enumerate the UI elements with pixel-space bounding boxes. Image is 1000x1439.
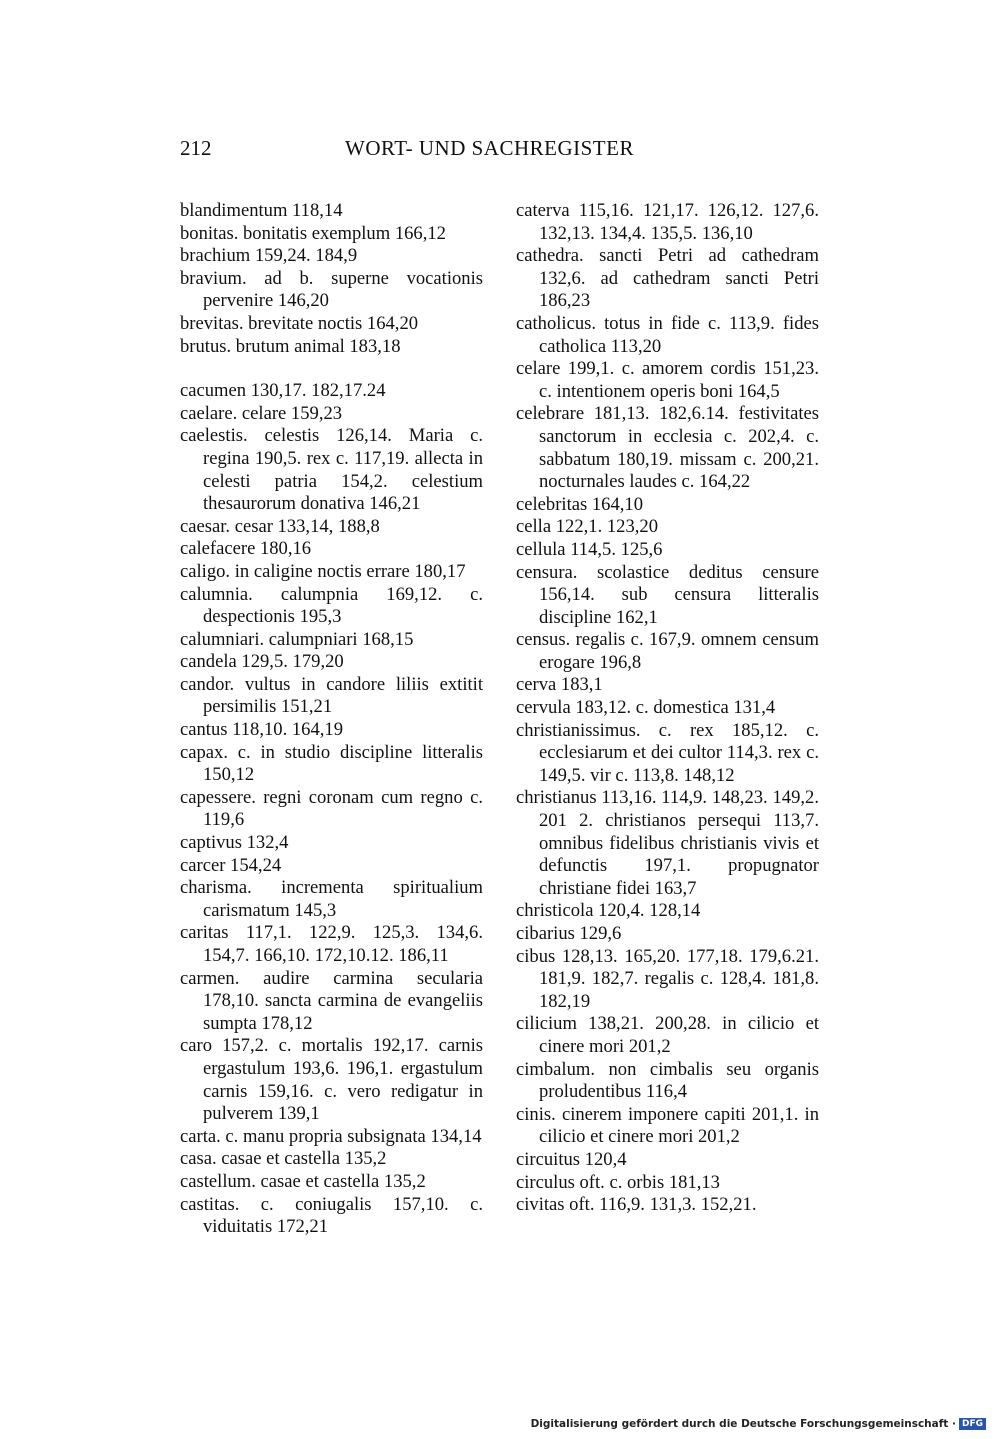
index-entry: caelestis. celestis 126,14. Maria c. regina 190,5. rex c. 117,19. allecta in celesti patria 154,2. celestium thesaurorum donativa 146,21 bbox=[180, 425, 483, 515]
index-entry: blandimentum 118,14 bbox=[180, 200, 343, 221]
index-entry: civitas oft. 116,9. 131,3. 152,21. bbox=[516, 1194, 757, 1216]
index-entry: caelare. celare 159,23 bbox=[180, 402, 343, 424]
index-entry: cilicium 138,21. 200,28. in cilicio et cinere mori 201,2 bbox=[516, 1013, 819, 1057]
index-entry: candor. vultus in candore liliis extitit persimilis 151,21 bbox=[180, 673, 483, 718]
index-entry: caro 157,2. c. mortalis 192,17. carnis ergastulum 193,6. 196,1. ergastulum carnis 159,16. c. vero redigatur in pulverem 139,1 bbox=[180, 1035, 483, 1125]
index-entry: cervula 183,12. c. domestica 131,4 bbox=[516, 697, 776, 719]
index-entry: casa. casae et castella 135,2 bbox=[180, 1148, 387, 1170]
index-entry: caterva 115,16. 121,17. 126,12. 127,6. 132,13. 134,4. 135,5. 136,10 bbox=[516, 200, 819, 244]
index-entry: cimbalum. non cimbalis seu organis proludentibus 116,4 bbox=[516, 1058, 819, 1103]
index-entry: bravium. ad b. superne vocationis pervenire 146,20 bbox=[180, 267, 483, 312]
index-entry: cinis. cinerem imponere capiti 201,1. in cilicio et cinere mori 201,2 bbox=[516, 1103, 819, 1148]
index-entry: cibarius 129,6 bbox=[516, 923, 622, 944]
digitization-footer bbox=[531, 1418, 986, 1430]
index-entry: calefacere 180,16 bbox=[180, 538, 312, 560]
index-entry: christicola 120,4. 128,14 bbox=[516, 900, 701, 922]
index-entry: candela 129,5. 179,20 bbox=[180, 651, 344, 673]
index-entry: census. regalis c. 167,9. omnem censum erogare 196,8 bbox=[516, 629, 819, 673]
index-entry: calumnia. calumpnia 169,12. c. despectionis 195,3 bbox=[180, 583, 483, 628]
index-entry: caritas 117,1. 122,9. 125,3. 134,6. 154,7. 166,10. 172,10.12. 186,11 bbox=[180, 922, 483, 966]
index-entry: carta. c. manu propria subsignata 134,14 bbox=[180, 1125, 482, 1147]
page-number: 212 bbox=[180, 136, 212, 160]
index-entry: caligo. in caligine noctis errare 180,17 bbox=[180, 560, 466, 582]
index-entry: cibus 128,13. 165,20. 177,18. 179,6.21. 181,9. 182,7. regalis c. 128,4. 181,8. 182,19 bbox=[516, 945, 819, 1012]
index-entry: cella 122,1. 123,20 bbox=[516, 516, 659, 538]
index-entry: castellum. casae et castella 135,2 bbox=[180, 1170, 426, 1192]
footer-credit: Digitalisierung gefördert durch die Deutsche Forschungsgemeinschaft · bbox=[530, 1418, 956, 1430]
index-entry: christianissimus. c. rex 185,12. c. ecclesiarum et dei cultor 114,3. rex c. 149,5. vir c. 113,8. 148,12 bbox=[516, 719, 819, 786]
index-entry: cacumen 130,17. 182,17.24 bbox=[180, 380, 386, 402]
index-entry: brachium 159,24. 184,9 bbox=[180, 245, 358, 267]
index-entry: carcer 154,24 bbox=[180, 854, 282, 876]
index-entry: celebritas 164,10 bbox=[516, 493, 644, 515]
index-entry: cathedra. sancti Petri ad cathedram 132,6. ad cathedram sancti Petri 186,23 bbox=[516, 245, 819, 312]
index-entry: carmen. audire carmina secularia 178,10. sancta carmina de evangeliis sumpta 178,12 bbox=[180, 967, 483, 1034]
index-entry: cerva 183,1 bbox=[516, 674, 603, 696]
index-entry: celare 199,1. c. amorem cordis 151,23. c. intentionem operis boni 164,5 bbox=[516, 358, 819, 402]
index-entry: caesar. cesar 133,14, 188,8 bbox=[180, 515, 380, 537]
index-entry: celebrare 181,13. 182,6.14. festivitates sanctorum in ecclesia c. 202,4. c. sabbatum 180,19. missam c. 200,21. nocturnales laudes c. 164,22 bbox=[516, 403, 819, 493]
page-header bbox=[180, 136, 820, 168]
running-head: WORT- UND SACHREGISTER bbox=[345, 136, 634, 160]
index-entry: capax. c. in studio discipline litteralis 150,12 bbox=[180, 741, 483, 786]
index-entry: charisma. incrementa spiritualium carismatum 145,3 bbox=[180, 877, 483, 921]
index-entry: calumniari. calumpniari 168,15 bbox=[180, 628, 414, 650]
index-column-left bbox=[180, 200, 483, 1239]
index-entry: cantus 118,10. 164,19 bbox=[180, 719, 344, 741]
index-column-right bbox=[516, 200, 819, 1217]
index-entry: christianus 113,16. 114,9. 148,23. 149,2. 201 2. christianos persequi 113,7. omnibus fidelibus christianis vivis et defunctis 197,1. propugnator christiane fidei 163,7 bbox=[516, 787, 819, 899]
index-entry: cellula 114,5. 125,6 bbox=[516, 538, 663, 560]
index-entry: captivus 132,4 bbox=[180, 832, 289, 854]
index-entry: circulus oft. c. orbis 181,13 bbox=[516, 1171, 720, 1193]
index-entry: circuitus 120,4 bbox=[516, 1148, 627, 1170]
index-entry: catholicus. totus in fide c. 113,9. fides catholica 113,20 bbox=[516, 312, 819, 357]
index-entry: brutus. brutum animal 183,18 bbox=[180, 335, 401, 357]
dfg-logo: DFG bbox=[959, 1418, 986, 1430]
index-entry: brevitas. brevitate noctis 164,20 bbox=[180, 312, 419, 334]
index-entry: censura. scolastice deditus censure 156,14. sub censura litteralis discipline 162,1 bbox=[516, 561, 819, 628]
index-entry: capessere. regni coronam cum regno c. 119,6 bbox=[180, 786, 483, 831]
index-entry: castitas. c. coniugalis 157,10. c. viduitatis 172,21 bbox=[180, 1193, 483, 1238]
index-entry: bonitas. bonitatis exemplum 166,12 bbox=[180, 222, 446, 244]
